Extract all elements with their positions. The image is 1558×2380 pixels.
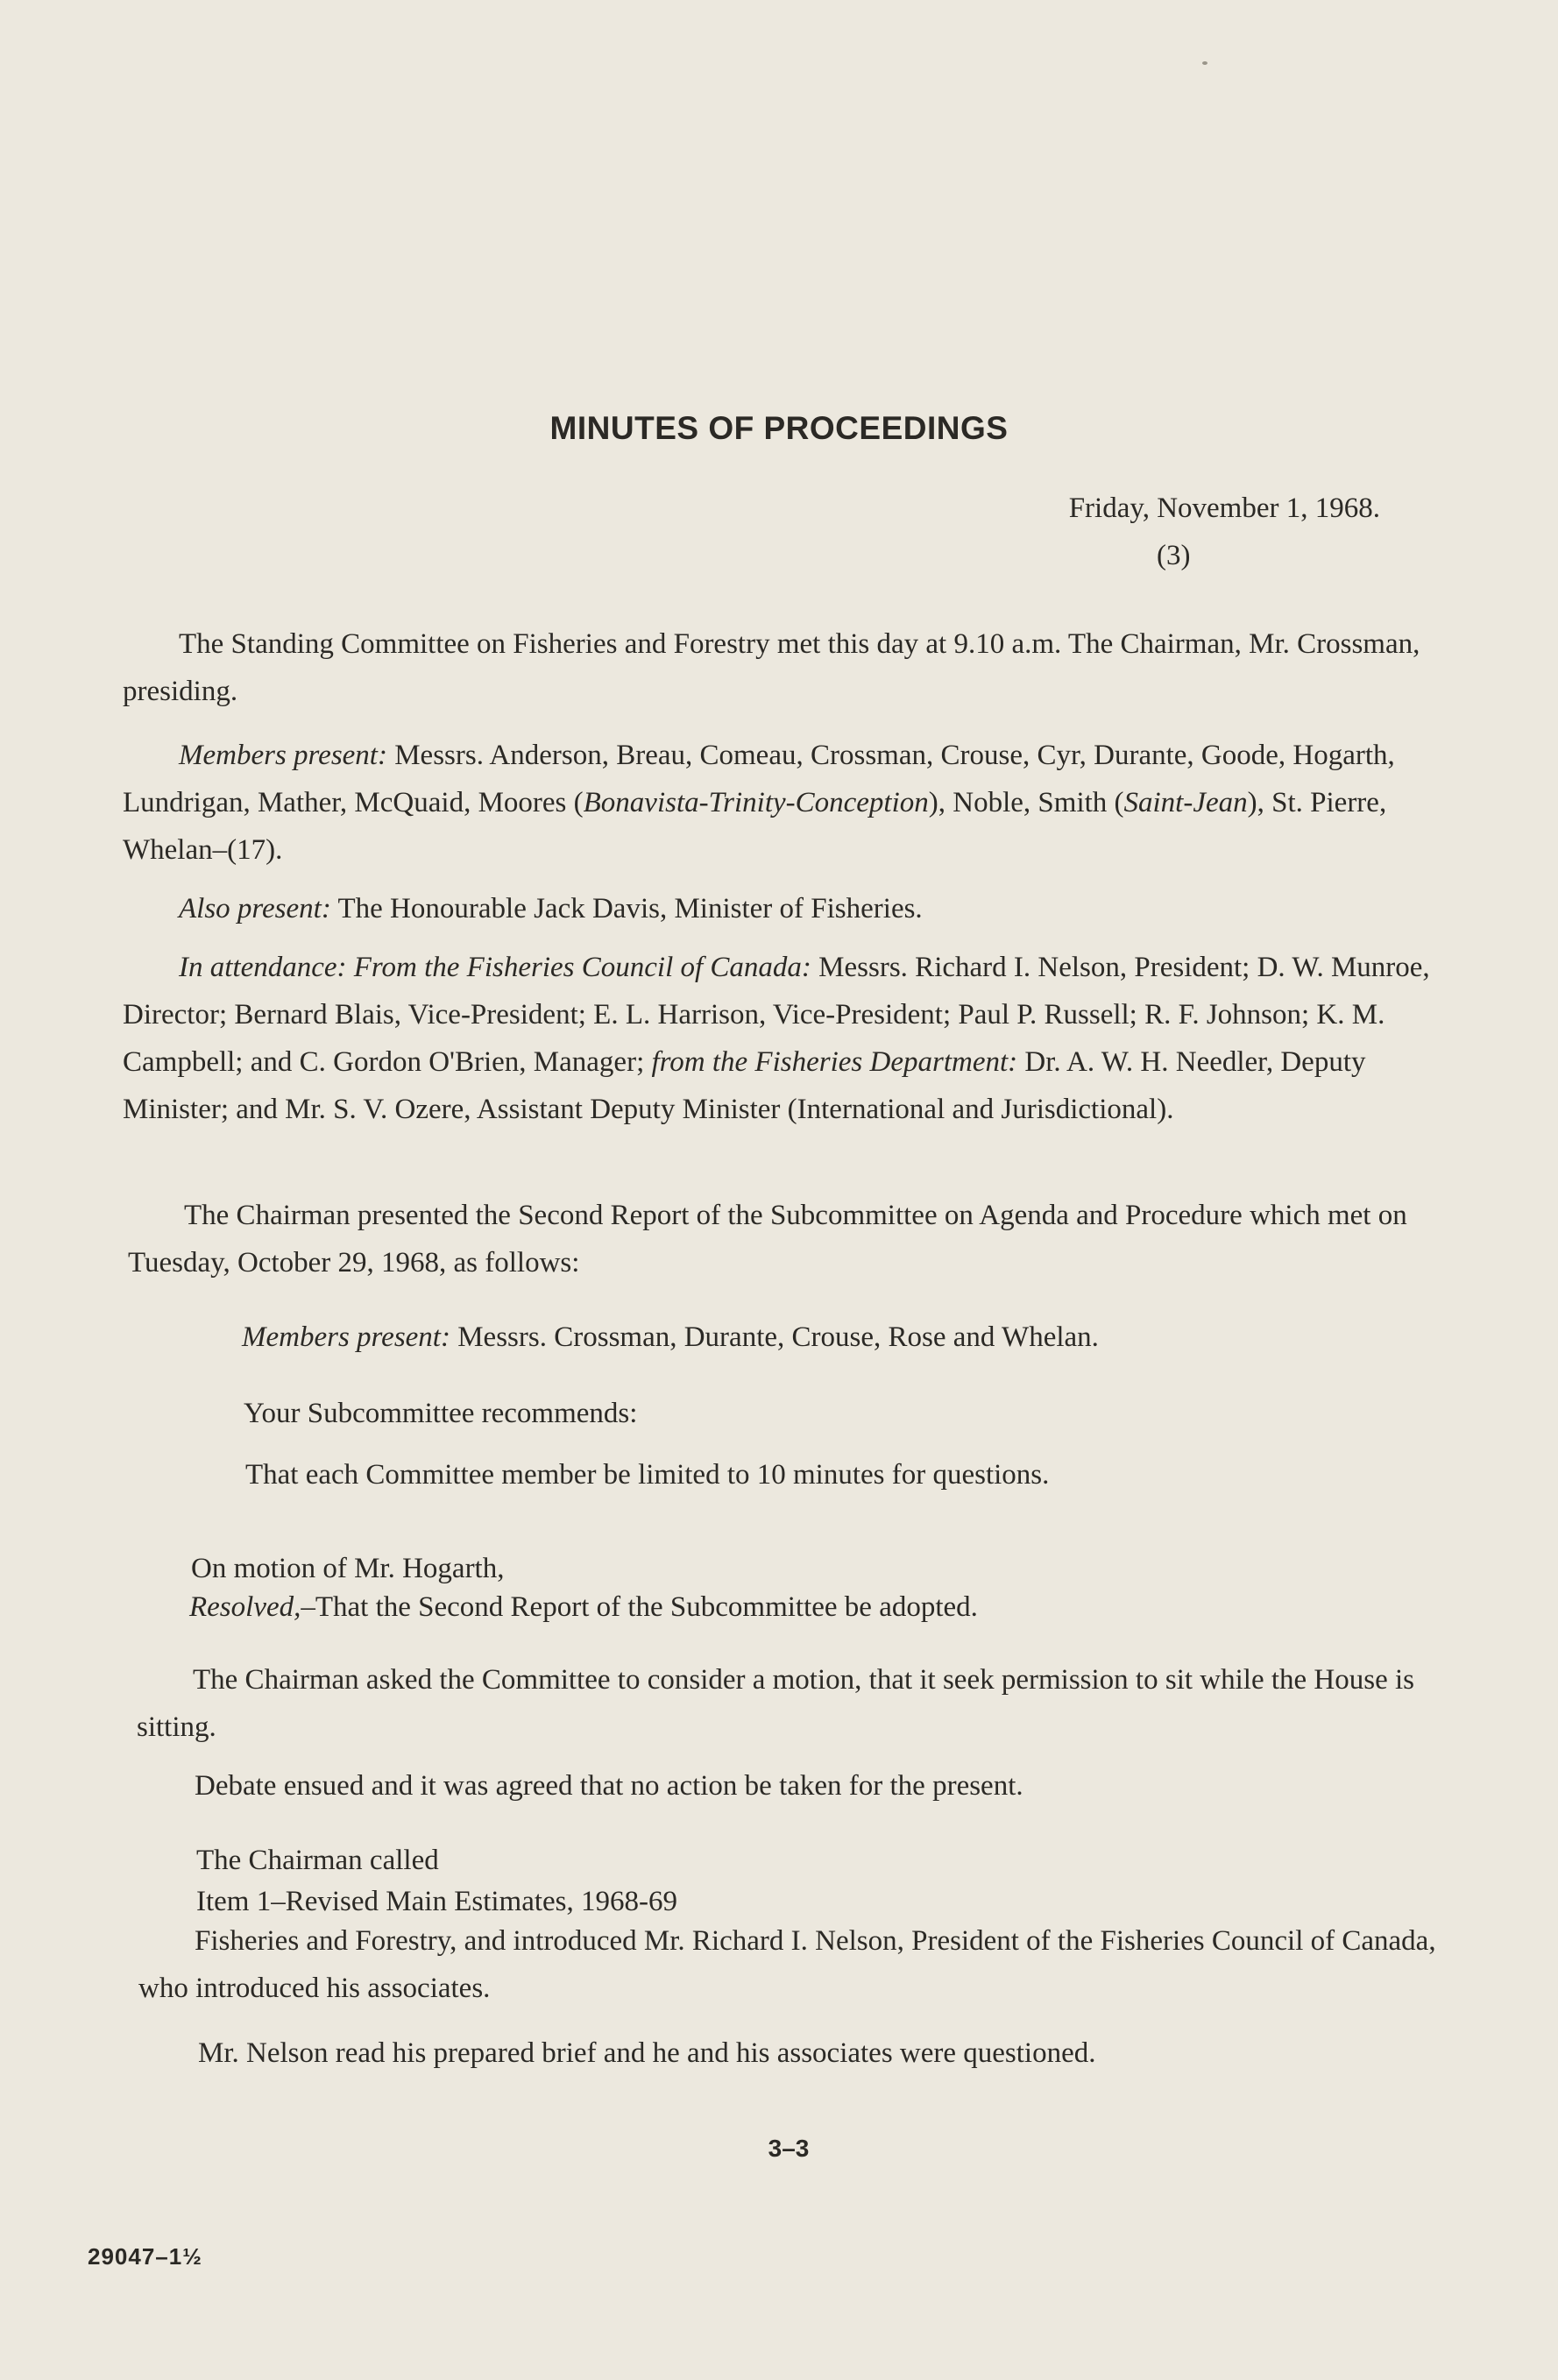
in-attendance-label: In attendance: From the Fisheries Council of Canada: bbox=[179, 952, 811, 983]
members-present-label: Members present: bbox=[179, 740, 387, 771]
report-intro-text: The Chairman presented the Second Report of the Subcommittee on Agenda and Procedure which met on Tuesday, October 29, 1968, as follows: bbox=[128, 1200, 1407, 1279]
members-present-paragraph bbox=[123, 732, 1435, 874]
print-speck bbox=[1202, 61, 1207, 65]
resolved-label: Resolved, bbox=[189, 1591, 301, 1623]
in-attendance-department: Dr. A. W. H. Needler, Deputy Minister; and Mr. S. V. Ozere, Assistant Deputy Minister (International and Jurisdictional). bbox=[123, 1046, 1366, 1125]
introduction-paragraph bbox=[138, 1917, 1451, 2012]
in-attendance-paragraph bbox=[123, 944, 1435, 1133]
report-members-label: Members present: bbox=[242, 1321, 450, 1353]
members-riding-saint-jean: Saint-Jean bbox=[1123, 787, 1248, 818]
members-list-part-1: Messrs. Anderson, Breau, Comeau, Crossman, Crouse, Cyr, Durante, Goode, Hogarth, Lundrigan, Mather, McQuaid, Moores ( bbox=[123, 740, 1395, 818]
resolved-text: –That the Second Report of the Subcommittee be adopted. bbox=[301, 1591, 978, 1623]
resolved-line bbox=[189, 1591, 978, 1624]
members-riding-bonavista: Bonavista-Trinity-Conception bbox=[583, 787, 929, 818]
debate-line: Debate ensued and it was agreed that no action be taken for the present. bbox=[195, 1770, 1023, 1802]
meeting-date: Friday, November 1, 1968. bbox=[1068, 492, 1380, 524]
report-intro-paragraph bbox=[128, 1192, 1441, 1286]
members-list-part-2: ), Noble, Smith ( bbox=[928, 787, 1124, 818]
opening-paragraph bbox=[123, 620, 1435, 715]
sitting-number: (3) bbox=[1157, 540, 1191, 571]
also-present-label: Also present: bbox=[179, 893, 331, 924]
opening-text: The Standing Committee on Fisheries and Forestry met this day at 9.10 a.m. The Chairman, Mr. Crossman, presiding. bbox=[123, 628, 1420, 707]
motion-mover-line: On motion of Mr. Hogarth, bbox=[191, 1553, 505, 1584]
page-title: MINUTES OF PROCEEDINGS bbox=[549, 410, 1009, 446]
report-members-text: Messrs. Crossman, Durante, Crouse, Rose and Whelan. bbox=[450, 1321, 1099, 1353]
sitting-motion-text: The Chairman asked the Committee to consider a motion, that it seek permission to sit while the House is sitting. bbox=[137, 1664, 1414, 1743]
sitting-motion-paragraph bbox=[137, 1656, 1449, 1751]
page-number: 3–3 bbox=[768, 2135, 810, 2162]
brief-line: Mr. Nelson read his prepared brief and he and his associates were questioned. bbox=[198, 2037, 1096, 2069]
in-attendance-council: Messrs. Richard I. Nelson, President; D. W. Munroe, Director; Bernard Blais, Vice-President; E. L. Harrison, Vice-President; Paul P. Russell; R. F. Johnson; K. M. Campbell; and C. Gordon O'Brien, Manager; bbox=[123, 952, 1430, 1078]
also-present-paragraph bbox=[123, 885, 1435, 932]
report-recommends-line: Your Subcommittee recommends: bbox=[244, 1398, 638, 1429]
chairman-called-line: The Chairman called bbox=[196, 1845, 439, 1876]
report-recommendation-line: That each Committee member be limited to 10 minutes for questions. bbox=[245, 1459, 1050, 1491]
members-list-part-3: ), St. Pierre, Whelan–(17). bbox=[123, 787, 1387, 866]
also-present-text: The Honourable Jack Davis, Minister of Fisheries. bbox=[330, 893, 923, 924]
print-code: 29047–1½ bbox=[88, 2243, 202, 2270]
in-attendance-department-label: from the Fisheries Department: bbox=[651, 1046, 1018, 1078]
report-members-line bbox=[242, 1321, 1099, 1354]
introduction-text: Fisheries and Forestry, and introduced Mr. Richard I. Nelson, President of the Fisheries Council of Canada, who introduced his associates. bbox=[138, 1925, 1436, 2004]
estimates-item-line: Item 1–Revised Main Estimates, 1968-69 bbox=[196, 1886, 677, 1917]
